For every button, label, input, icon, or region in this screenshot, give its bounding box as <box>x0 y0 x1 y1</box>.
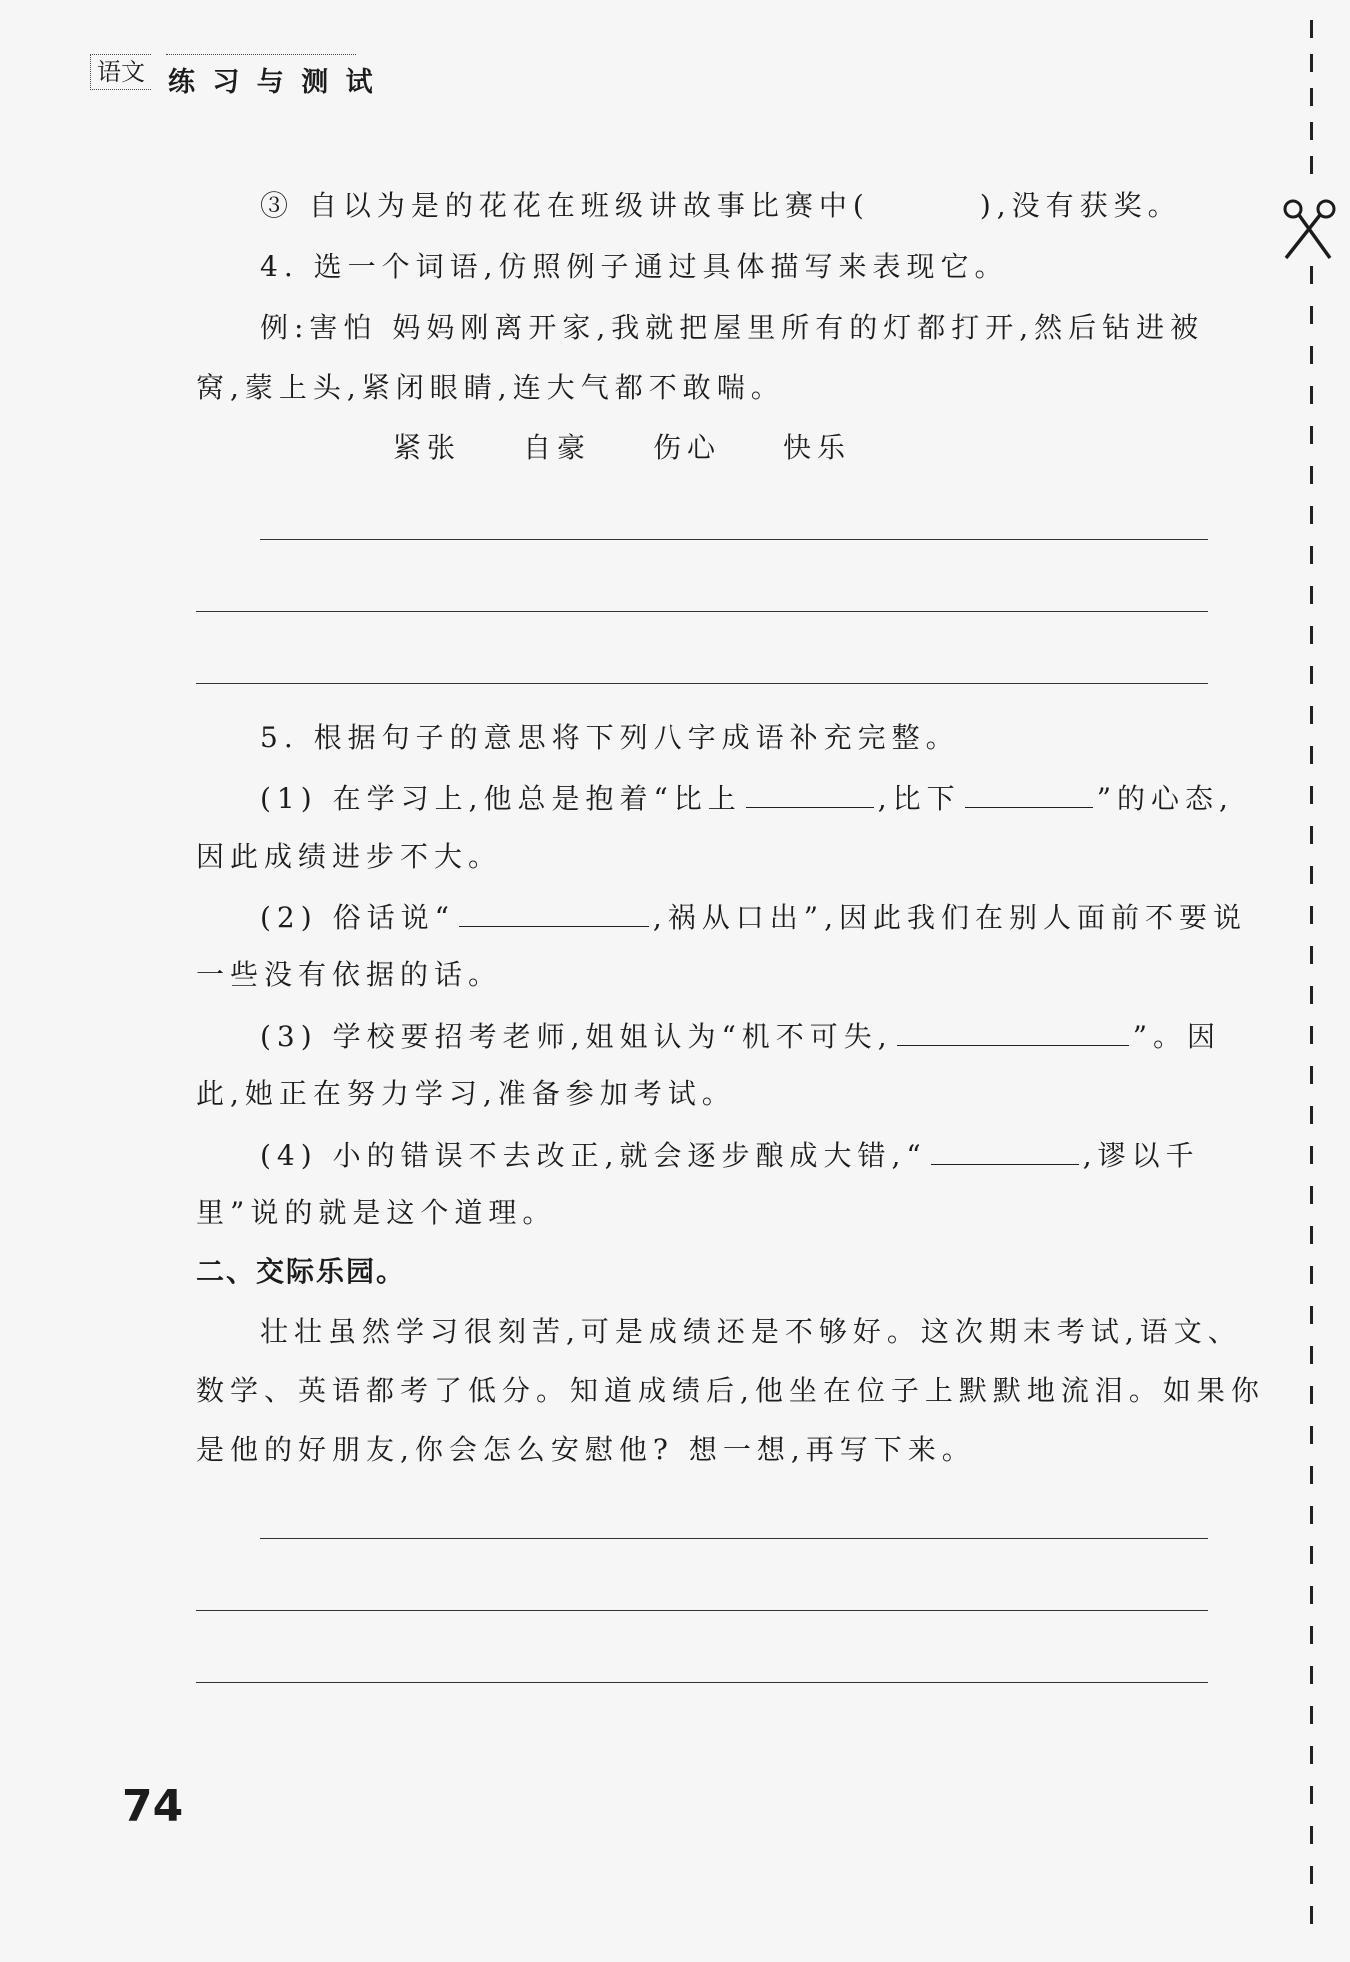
q4-prompt: 4. 选一个词语,仿照例子通过具体描写来表现它。 <box>260 250 1009 283</box>
q5-item2-blank[interactable] <box>459 896 649 927</box>
q5-item4-text-end: ,谬以千 <box>1082 1139 1200 1172</box>
section2-line3: 是他的好朋友,你会怎么安慰他? 想一想,再写下来。 <box>196 1433 976 1466</box>
subject-label <box>90 54 151 90</box>
q5-prompt: 5. 根据句子的意思将下列八字成语补充完整。 <box>260 721 960 754</box>
q5-item2-text: (2) 俗话说“ <box>260 901 455 934</box>
header <box>88 52 377 98</box>
q4-choice-3: 伤心 <box>653 431 722 464</box>
q5-item1-line2: 因此成绩进步不大。 <box>196 840 503 873</box>
q5-item1-blank1[interactable] <box>746 777 874 808</box>
q4-choice-1: 紧张 <box>393 431 462 464</box>
header-dotted-rule <box>166 54 356 55</box>
section2-line2: 数学、英语都考了低分。知道成绩后,他坐在位子上默默地流泪。如果你 <box>196 1374 1265 1407</box>
q5-item3-text-end: ”。因 <box>1132 1020 1222 1053</box>
section2-heading: 二、交际乐园。 <box>196 1255 407 1288</box>
q4-choice-2: 自豪 <box>523 431 592 464</box>
q5-item3-text: (3) 学校要招考老师,姐姐认为“机不可失, <box>260 1020 893 1053</box>
subject-text: 语文 <box>97 58 145 86</box>
q4-example-line1: 例:害怕 妈妈刚离开家,我就把屋里所有的灯都打开,然后钻进被 <box>260 311 1205 344</box>
q3-item3 <box>260 186 1182 226</box>
q5-item3-blank[interactable] <box>897 1015 1129 1046</box>
q5-item3 <box>260 1015 1221 1057</box>
q5-item3-line2: 此,她正在努力学习,准备参加考试。 <box>196 1077 736 1110</box>
section2-writing-line[interactable] <box>196 1610 1208 1611</box>
q4-choice-4: 快乐 <box>783 431 852 464</box>
q5-item1-text-mid: ,比下 <box>877 782 961 815</box>
section2-line1: 壮壮虽然学习很刻苦,可是成绩还是不够好。这次期末考试,语文、 <box>260 1315 1242 1348</box>
q5-item4 <box>260 1134 1200 1176</box>
q5-item1-text: (1) 在学习上,他总是抱着“比上 <box>260 782 742 815</box>
q5-item1 <box>260 777 1234 819</box>
q5-item1-blank2[interactable] <box>965 777 1093 808</box>
q5-item1-text-end: ”的心态, <box>1096 782 1234 815</box>
scissors-icon <box>1282 196 1338 262</box>
book-title: 练 习 与 测 试 <box>168 67 377 98</box>
q4-writing-line[interactable] <box>196 611 1208 612</box>
section2-writing-line[interactable] <box>196 1682 1208 1683</box>
section2-writing-line[interactable] <box>260 1538 1208 1539</box>
q5-item2 <box>260 896 1247 938</box>
q4-writing-line[interactable] <box>196 683 1208 684</box>
q4-example-line2: 窝,蒙上头,紧闭眼睛,连大气都不敢喘。 <box>196 371 785 404</box>
q3-item3-text-end: ),没有获奖。 <box>979 189 1182 222</box>
q5-item2-line2: 一些没有依据的话。 <box>196 958 503 991</box>
page-number: 74 <box>122 1781 184 1832</box>
q5-item4-line2: 里”说的就是这个道理。 <box>196 1196 557 1229</box>
q5-item2-text-end: ,祸从口出”,因此我们在别人面前不要说 <box>652 901 1248 934</box>
q4-writing-line[interactable] <box>260 539 1208 540</box>
q5-item4-blank[interactable] <box>931 1134 1079 1165</box>
q3-item3-text: ③ 自以为是的花花在班级讲故事比赛中( <box>260 189 870 222</box>
q5-item4-text: (4) 小的错误不去改正,就会逐步酿成大错,“ <box>260 1139 927 1172</box>
